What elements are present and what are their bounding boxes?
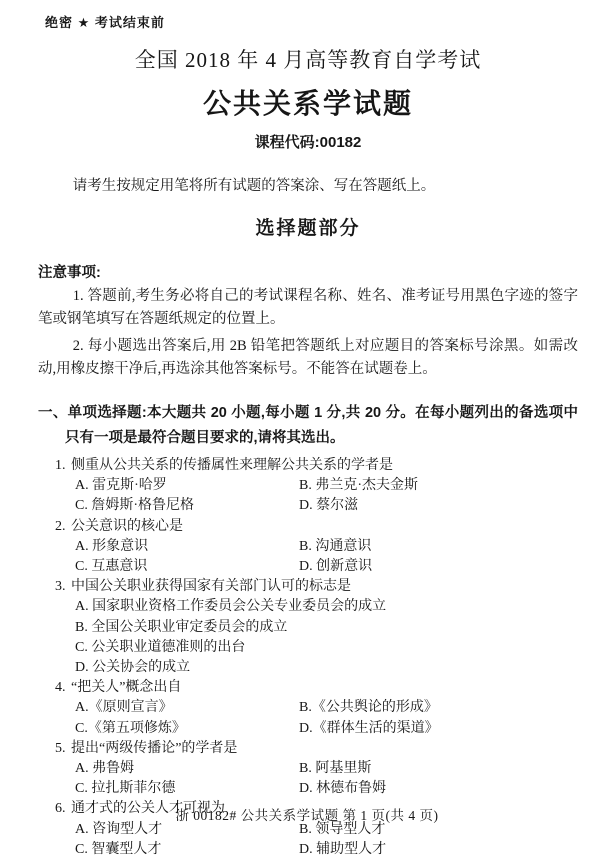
option-c: C. 拉扎斯菲尔德 (75, 781, 176, 797)
option-d: D.《群体生活的渠道》 (299, 720, 439, 736)
question-number: 3. (55, 579, 66, 595)
classification-label: 绝密 ★ 考试结束前 (45, 15, 165, 30)
question-number: 1. (55, 458, 66, 473)
option-a: A.《原则宣言》 (75, 700, 173, 716)
note-item-1: 1. 答题前,考生务必将自己的考试课程名称、姓名、准考证号用黑色字迹的签字笔或钢笔填写在答题纸规定的位置上。 (38, 288, 578, 327)
option-c: C. 互惠意识 (75, 559, 148, 575)
option-d: D. 林德布鲁姆 (299, 781, 387, 797)
option-b: B.《公共舆论的形成》 (299, 700, 438, 716)
instruction-text: 请考生按规定用笔将所有试题的答案涂、写在答题纸上。 (72, 178, 436, 194)
option-c: C. 詹姆斯·格鲁尼格 (75, 498, 194, 514)
option-b: B. 全国公关职业审定委员会的成立 (75, 619, 288, 635)
section-heading: 一、单项选择题:本大题共 20 小题,每小题 1 分,共 20 分。在每小题列出的备选项中只有一项是最符合题目要求的,请将其选出。 (38, 405, 578, 446)
question-text: 通才式的公关人才可视为 (71, 801, 225, 817)
question-3-options (75, 597, 578, 678)
part-title: 选择题部分 (255, 218, 361, 239)
option-d: D. 辅助型人才 (299, 841, 387, 857)
question-number: 2. (55, 518, 66, 534)
question-3 (38, 577, 578, 678)
note-item-2: 2. 每小题选出答案后,用 2B 铅笔把答题纸上对应题目的答案标号涂黑。如需改动,用橡皮擦干净后,再选涂其他答案标号。不能答在试题卷上。 (38, 338, 578, 377)
question-text: 中国公关职业获得国家有关部门认可的标志是 (71, 579, 351, 595)
option-b: B. 领导型人才 (299, 821, 386, 837)
option-b: B. 弗兰克·杰夫金斯 (299, 478, 418, 494)
option-a: A. 弗鲁姆 (75, 761, 135, 777)
option-b: B. 阿基里斯 (299, 761, 372, 777)
question-4 (38, 678, 578, 739)
question-text: “把关人”概念出自 (71, 680, 182, 696)
question-1-options (75, 476, 578, 516)
question-5-options (75, 759, 578, 799)
option-c: C. 智囊型人才 (75, 841, 162, 857)
question-1 (38, 456, 578, 517)
question-4-options (75, 698, 578, 738)
option-d: D. 蔡尔滋 (299, 498, 359, 514)
option-d: D. 公关协会的成立 (75, 660, 191, 676)
question-number: 6. (55, 801, 66, 817)
question-5 (38, 739, 578, 800)
option-a: A. 咨询型人才 (75, 821, 163, 837)
question-number: 4. (55, 680, 66, 696)
option-a: A. 形象意识 (75, 538, 149, 554)
page-footer: 浙 00182# 公共关系学试题 第 1 页(共 4 页) (175, 808, 439, 823)
question-text: 侧重从公共关系的传播属性来理解公共关系的学者是 (71, 458, 393, 473)
exam-session-title: 全国 2018 年 4 月高等教育自学考试 (134, 48, 482, 72)
option-c: C.《第五项修炼》 (75, 720, 186, 736)
question-text: 提出“两级传播论”的学者是 (71, 740, 238, 756)
option-a: A. 国家职业资格工作委员会公关专业委员会的成立 (75, 599, 387, 615)
page-title: 公共关系学试题 (202, 88, 413, 119)
option-b: B. 沟通意识 (299, 538, 372, 554)
notes-title: 注意事项: (38, 265, 101, 281)
question-2 (38, 517, 578, 578)
course-code: 课程代码:00182 (254, 134, 362, 151)
question-2-options (75, 537, 578, 577)
question-list (38, 456, 578, 860)
question-number: 5. (55, 740, 66, 756)
option-a: A. 雷克斯·哈罗 (75, 478, 167, 494)
option-d: D. 创新意识 (299, 559, 373, 575)
option-c: C. 公关职业道德准则的出台 (75, 639, 246, 655)
question-text: 公关意识的核心是 (71, 518, 183, 534)
question-6-options (75, 820, 578, 860)
